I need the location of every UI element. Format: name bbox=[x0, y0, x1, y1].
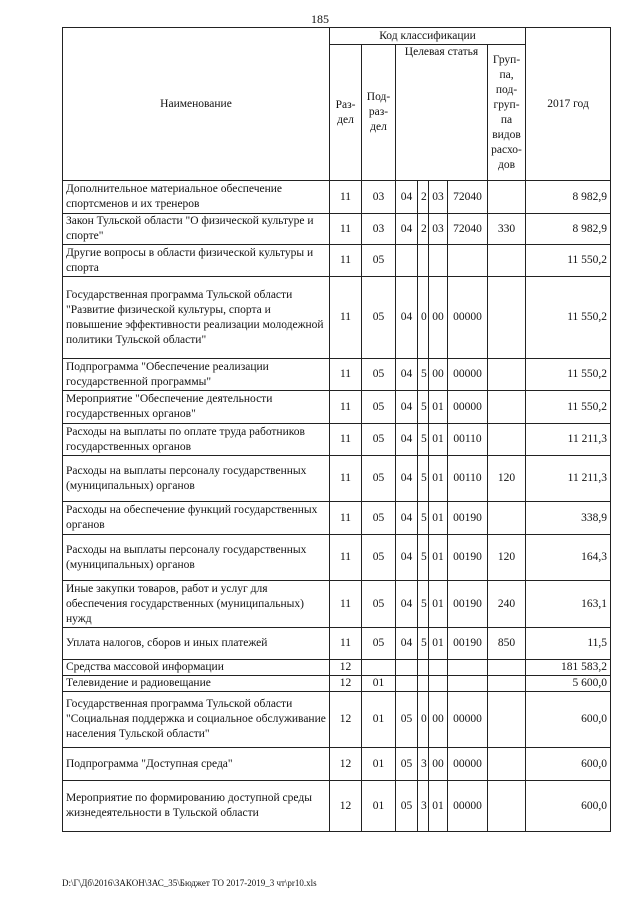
row-target-program: 04 bbox=[396, 502, 418, 535]
row-target-event: 00 bbox=[429, 748, 448, 781]
table-row bbox=[63, 245, 611, 277]
row-amount: 5 600,0 bbox=[526, 676, 611, 692]
row-subsection: 01 bbox=[362, 781, 396, 832]
row-target-subprogram: 5 bbox=[418, 391, 429, 424]
row-target-direction: 72040 bbox=[448, 214, 488, 245]
row-subsection: 01 bbox=[362, 676, 396, 692]
row-target-subprogram: 3 bbox=[418, 781, 429, 832]
row-subsection: 05 bbox=[362, 456, 396, 502]
row-amount: 338,9 bbox=[526, 502, 611, 535]
row-target-event: 01 bbox=[429, 535, 448, 581]
row-amount: 600,0 bbox=[526, 781, 611, 832]
row-target-direction: 00190 bbox=[448, 628, 488, 660]
row-target-direction: 00110 bbox=[448, 456, 488, 502]
row-amount: 11 550,2 bbox=[526, 277, 611, 359]
row-target-program: 04 bbox=[396, 391, 418, 424]
row-target-event bbox=[429, 676, 448, 692]
row-section: 11 bbox=[330, 456, 362, 502]
row-target-program: 04 bbox=[396, 214, 418, 245]
row-target-event: 01 bbox=[429, 628, 448, 660]
row-target-program: 04 bbox=[396, 581, 418, 628]
row-target-event: 00 bbox=[429, 692, 448, 748]
header-name: Наименование bbox=[63, 28, 330, 181]
row-target-direction: 00000 bbox=[448, 781, 488, 832]
row-target-program bbox=[396, 245, 418, 277]
header-target-item: Целевая статья bbox=[396, 45, 488, 61]
row-expense-group bbox=[488, 692, 526, 748]
row-expense-group: 120 bbox=[488, 456, 526, 502]
row-section: 11 bbox=[330, 424, 362, 456]
table-row bbox=[63, 628, 611, 660]
row-amount: 163,1 bbox=[526, 581, 611, 628]
header-target-item-body bbox=[396, 61, 488, 181]
row-target-event: 01 bbox=[429, 781, 448, 832]
row-target-program: 04 bbox=[396, 456, 418, 502]
row-section: 11 bbox=[330, 502, 362, 535]
row-name: Расходы на выплаты по оплате труда работников государственных органов bbox=[63, 424, 330, 456]
row-target-event: 01 bbox=[429, 581, 448, 628]
row-subsection: 05 bbox=[362, 277, 396, 359]
row-target-subprogram bbox=[418, 676, 429, 692]
row-amount: 8 982,9 bbox=[526, 214, 611, 245]
row-section: 12 bbox=[330, 748, 362, 781]
row-target-subprogram: 5 bbox=[418, 628, 429, 660]
header-expense-group: Груп- па, под- груп- па видов расхо- дов bbox=[488, 45, 526, 181]
table-row bbox=[63, 535, 611, 581]
row-target-direction: 00000 bbox=[448, 359, 488, 391]
row-section: 12 bbox=[330, 692, 362, 748]
row-name: Средства массовой информации bbox=[63, 660, 330, 676]
table-row bbox=[63, 781, 611, 832]
row-name: Расходы на обеспечение функций государственных органов bbox=[63, 502, 330, 535]
row-target-event: 00 bbox=[429, 359, 448, 391]
row-target-direction: 00000 bbox=[448, 748, 488, 781]
row-amount: 11 550,2 bbox=[526, 391, 611, 424]
row-target-program: 04 bbox=[396, 181, 418, 214]
table-row bbox=[63, 692, 611, 748]
row-section: 12 bbox=[330, 676, 362, 692]
row-target-program: 04 bbox=[396, 628, 418, 660]
header-year: 2017 год bbox=[526, 28, 611, 181]
table-row bbox=[63, 502, 611, 535]
row-expense-group bbox=[488, 502, 526, 535]
row-name: Уплата налогов, сборов и иных платежей bbox=[63, 628, 330, 660]
row-expense-group bbox=[488, 660, 526, 676]
row-target-direction: 00000 bbox=[448, 391, 488, 424]
row-amount: 8 982,9 bbox=[526, 181, 611, 214]
row-target-direction: 00190 bbox=[448, 535, 488, 581]
row-name: Мероприятие по формированию доступной среды жизнедеятельности в Тульской области bbox=[63, 781, 330, 832]
table-body bbox=[63, 181, 611, 832]
row-subsection: 05 bbox=[362, 391, 396, 424]
row-target-subprogram: 2 bbox=[418, 181, 429, 214]
row-name: Иные закупки товаров, работ и услуг для обеспечения государственных (муниципальных) нужд bbox=[63, 581, 330, 628]
header-code: Код классификации bbox=[330, 28, 526, 45]
row-section: 11 bbox=[330, 245, 362, 277]
row-subsection: 05 bbox=[362, 502, 396, 535]
row-target-subprogram: 5 bbox=[418, 581, 429, 628]
row-target-event: 00 bbox=[429, 277, 448, 359]
row-amount: 11,5 bbox=[526, 628, 611, 660]
row-target-subprogram: 3 bbox=[418, 748, 429, 781]
row-target-direction bbox=[448, 660, 488, 676]
table-row bbox=[63, 391, 611, 424]
row-target-program: 04 bbox=[396, 535, 418, 581]
row-target-subprogram: 5 bbox=[418, 535, 429, 581]
row-section: 11 bbox=[330, 181, 362, 214]
table-row bbox=[63, 676, 611, 692]
table-row bbox=[63, 660, 611, 676]
row-target-subprogram bbox=[418, 660, 429, 676]
row-name: Другие вопросы в области физической культуры и спорта bbox=[63, 245, 330, 277]
row-name: Телевидение и радиовещание bbox=[63, 676, 330, 692]
row-expense-group bbox=[488, 391, 526, 424]
row-expense-group bbox=[488, 245, 526, 277]
row-name: Дополнительное материальное обеспечение спортсменов и их тренеров bbox=[63, 181, 330, 214]
row-name: Государственная программа Тульской области "Развитие физической культуры, спорта и повышение эффективности реализации молодежной политики Тульской области" bbox=[63, 277, 330, 359]
row-target-program: 05 bbox=[396, 781, 418, 832]
row-expense-group bbox=[488, 781, 526, 832]
row-expense-group: 120 bbox=[488, 535, 526, 581]
row-section: 11 bbox=[330, 277, 362, 359]
row-amount: 11 550,2 bbox=[526, 245, 611, 277]
row-expense-group bbox=[488, 424, 526, 456]
table-row bbox=[63, 277, 611, 359]
row-expense-group bbox=[488, 748, 526, 781]
table-row bbox=[63, 748, 611, 781]
header-row-top bbox=[63, 28, 611, 45]
row-target-program: 04 bbox=[396, 359, 418, 391]
row-subsection: 05 bbox=[362, 424, 396, 456]
table-row bbox=[63, 456, 611, 502]
row-section: 11 bbox=[330, 581, 362, 628]
row-target-subprogram: 5 bbox=[418, 502, 429, 535]
row-target-event: 01 bbox=[429, 502, 448, 535]
row-target-event: 01 bbox=[429, 391, 448, 424]
row-section: 12 bbox=[330, 660, 362, 676]
row-subsection: 05 bbox=[362, 535, 396, 581]
table-row bbox=[63, 424, 611, 456]
row-subsection bbox=[362, 660, 396, 676]
row-target-event: 01 bbox=[429, 456, 448, 502]
row-name: Государственная программа Тульской области "Социальная поддержка и социальное обслуживание населения Тульской области" bbox=[63, 692, 330, 748]
row-section: 11 bbox=[330, 214, 362, 245]
row-target-program: 04 bbox=[396, 424, 418, 456]
file-path-footer: D:\Г\Дб\2016\ЗАКОН\ЗАС_35\Бюджет ТО 2017-2019_3 чт\pr10.xls bbox=[62, 878, 317, 888]
row-subsection: 05 bbox=[362, 359, 396, 391]
row-amount: 600,0 bbox=[526, 748, 611, 781]
row-name: Расходы на выплаты персоналу государственных (муниципальных) органов bbox=[63, 535, 330, 581]
row-expense-group bbox=[488, 359, 526, 391]
row-expense-group: 240 bbox=[488, 581, 526, 628]
row-subsection: 05 bbox=[362, 245, 396, 277]
row-section: 11 bbox=[330, 628, 362, 660]
row-amount: 600,0 bbox=[526, 692, 611, 748]
row-target-subprogram: 0 bbox=[418, 277, 429, 359]
row-target-event bbox=[429, 245, 448, 277]
page-number: 185 bbox=[311, 12, 329, 26]
budget-table bbox=[62, 27, 611, 832]
row-name: Расходы на выплаты персоналу государственных (муниципальных) органов bbox=[63, 456, 330, 502]
row-target-event bbox=[429, 660, 448, 676]
row-subsection: 05 bbox=[362, 581, 396, 628]
row-subsection: 03 bbox=[362, 214, 396, 245]
row-expense-group: 330 bbox=[488, 214, 526, 245]
row-target-event: 03 bbox=[429, 181, 448, 214]
row-target-subprogram: 5 bbox=[418, 424, 429, 456]
row-subsection: 01 bbox=[362, 692, 396, 748]
row-target-subprogram: 0 bbox=[418, 692, 429, 748]
row-amount: 181 583,2 bbox=[526, 660, 611, 676]
row-target-direction: 00190 bbox=[448, 502, 488, 535]
row-subsection: 03 bbox=[362, 181, 396, 214]
row-amount: 164,3 bbox=[526, 535, 611, 581]
row-target-program: 05 bbox=[396, 748, 418, 781]
row-target-program bbox=[396, 676, 418, 692]
row-target-direction: 00000 bbox=[448, 692, 488, 748]
row-target-event: 03 bbox=[429, 214, 448, 245]
row-name: Закон Тульской области "О физической культуре и спорте" bbox=[63, 214, 330, 245]
row-target-direction bbox=[448, 245, 488, 277]
row-amount: 11 550,2 bbox=[526, 359, 611, 391]
row-name: Подпрограмма "Доступная среда" bbox=[63, 748, 330, 781]
row-target-direction: 72040 bbox=[448, 181, 488, 214]
row-expense-group bbox=[488, 277, 526, 359]
header-subsection: Под- раз- дел bbox=[362, 45, 396, 181]
row-target-direction bbox=[448, 676, 488, 692]
row-expense-group bbox=[488, 676, 526, 692]
row-target-direction: 00190 bbox=[448, 581, 488, 628]
header-section: Раз- дел bbox=[330, 45, 362, 181]
row-expense-group: 850 bbox=[488, 628, 526, 660]
row-target-subprogram: 5 bbox=[418, 359, 429, 391]
table-row bbox=[63, 214, 611, 245]
row-target-direction: 00110 bbox=[448, 424, 488, 456]
table-row bbox=[63, 359, 611, 391]
row-section: 11 bbox=[330, 535, 362, 581]
row-section: 12 bbox=[330, 781, 362, 832]
row-section: 11 bbox=[330, 359, 362, 391]
row-target-direction: 00000 bbox=[448, 277, 488, 359]
row-target-subprogram: 2 bbox=[418, 214, 429, 245]
row-name: Мероприятие "Обеспечение деятельности государственных органов" bbox=[63, 391, 330, 424]
table-row bbox=[63, 181, 611, 214]
row-section: 11 bbox=[330, 391, 362, 424]
row-amount: 11 211,3 bbox=[526, 456, 611, 502]
row-subsection: 01 bbox=[362, 748, 396, 781]
row-subsection: 05 bbox=[362, 628, 396, 660]
row-target-program: 04 bbox=[396, 277, 418, 359]
row-target-event: 01 bbox=[429, 424, 448, 456]
row-target-program: 05 bbox=[396, 692, 418, 748]
table-row bbox=[63, 581, 611, 628]
row-target-program bbox=[396, 660, 418, 676]
row-name: Подпрограмма "Обеспечение реализации государственной программы" bbox=[63, 359, 330, 391]
row-amount: 11 211,3 bbox=[526, 424, 611, 456]
row-target-subprogram bbox=[418, 245, 429, 277]
row-expense-group bbox=[488, 181, 526, 214]
row-target-subprogram: 5 bbox=[418, 456, 429, 502]
